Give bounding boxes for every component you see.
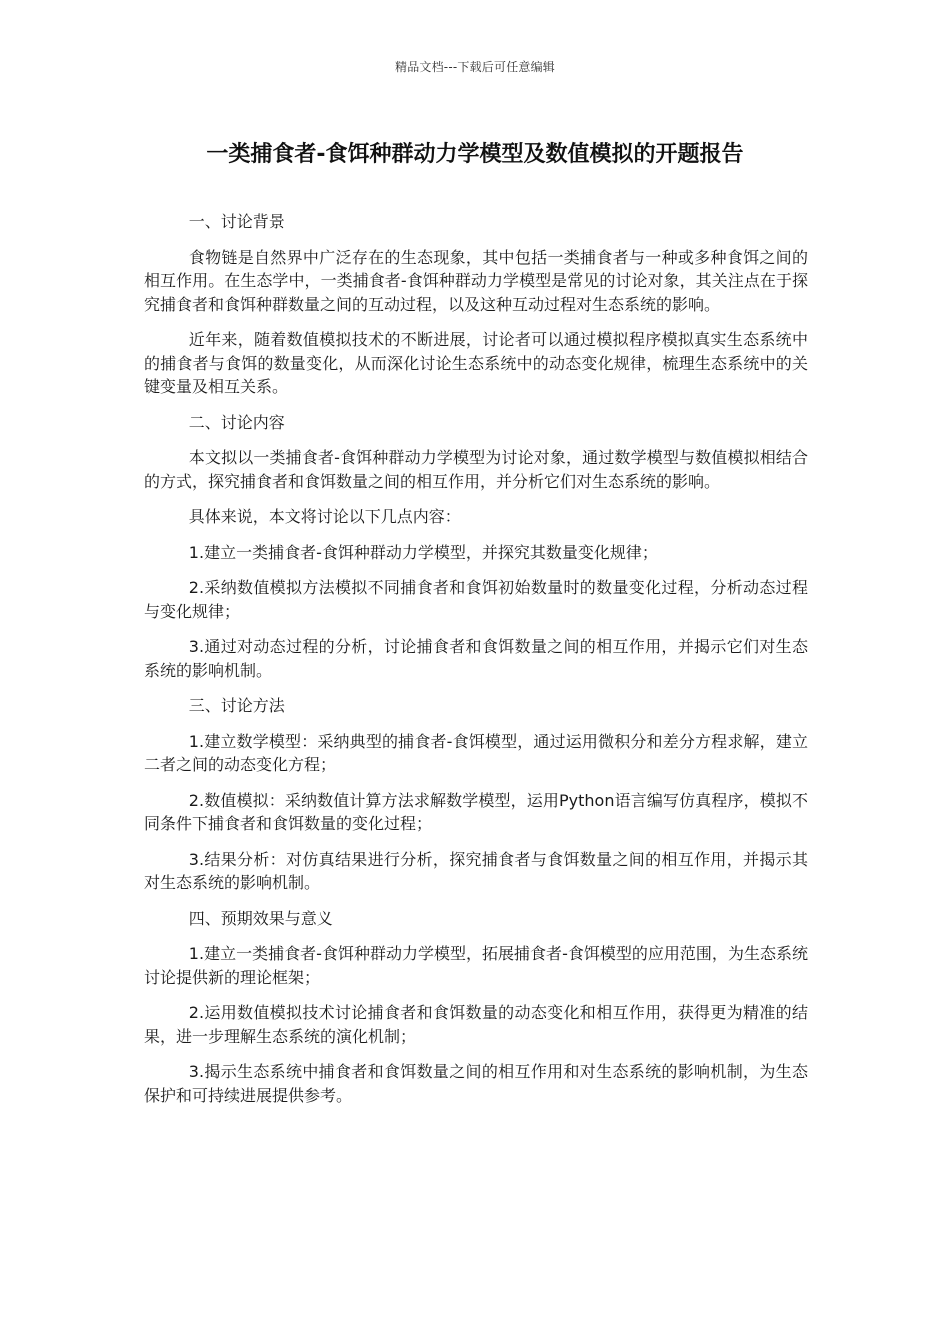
section-heading-methods: 三、讨论方法 bbox=[188, 696, 285, 715]
document-title: 一类捕食者-食饵种群动力学模型及数值模拟的开题报告 bbox=[206, 142, 744, 167]
paragraph: 本文拟以一类捕食者-食饵种群动力学模型为讨论对象，通过数学模型与数值模拟相结合的方式，探究捕食者和食饵数量之间的相互作用，并分析它们对生态系统的影响。 bbox=[144, 448, 808, 491]
section-heading-content: 二、讨论内容 bbox=[188, 412, 285, 432]
paragraph: 食物链是自然界中广泛存在的生态现象，其中包括一类捕食者与一种或多种食饵之间的相互作用。在生态学中，一类捕食者-食饵种群动力学模型是常见的讨论对象，其关注点在于探究捕食者和食饵种群数量之间的互动过程，以及这种互动过程对生态系统的影响。 bbox=[144, 247, 808, 314]
section-heading-background: 一、讨论背景 bbox=[188, 212, 285, 231]
paragraph: 近年来，随着数值模拟技术的不断进展，讨论者可以通过模拟程序模拟真实生态系统中的捕食者与食饵的数量变化，从而深化讨论生态系统中的动态变化规律，梳理生态系统中的关键变量及相互关系。 bbox=[144, 330, 808, 396]
list-item: 2.采纳数值模拟方法模拟不同捕食者和食饵初始数量时的数量变化过程，分析动态过程与变化规律； bbox=[144, 578, 808, 621]
list-item: 3.结果分析：对仿真结果进行分析，探究捕食者与食饵数量之间的相互作用，并揭示其对生态系统的影响机制。 bbox=[144, 849, 808, 892]
list-item: 3.揭示生态系统中捕食者和食饵数量之间的相互作用和对生态系统的影响机制，为生态保护和可持续进展提供参考。 bbox=[144, 1062, 808, 1105]
list-item: 2.运用数值模拟技术讨论捕食者和食饵数量的动态变化和相互作用，获得更为精准的结果，进一步理解生态系统的演化机制； bbox=[144, 1003, 808, 1046]
document-body bbox=[144, 210, 808, 1119]
page-header-note: 精品文档---下载后可任意编辑 bbox=[395, 60, 555, 74]
list-item: 1.建立一类捕食者-食饵种群动力学模型，并探究其数量变化规律； bbox=[188, 542, 658, 562]
list-item: 1.建立一类捕食者-食饵种群动力学模型，拓展捕食者-食饵模型的应用范围，为生态系统讨论提供新的理论框架； bbox=[144, 944, 808, 987]
list-item: 2.数值模拟：采纳数值计算方法求解数学模型，运用Python语言编写仿真程序，模拟不同条件下捕食者和食饵数量的变化过程； bbox=[144, 790, 808, 833]
paragraph: 具体来说，本文将讨论以下几点内容： bbox=[188, 507, 461, 526]
section-heading-expected-results: 四、预期效果与意义 bbox=[188, 908, 333, 928]
list-item: 1.建立数学模型：采纳典型的捕食者-食饵模型，通过运用微积分和差分方程求解，建立二者之间的动态变化方程； bbox=[144, 731, 808, 774]
list-item: 3.通过对动态过程的分析，讨论捕食者和食饵数量之间的相互作用，并揭示它们对生态系统的影响机制。 bbox=[144, 637, 808, 680]
